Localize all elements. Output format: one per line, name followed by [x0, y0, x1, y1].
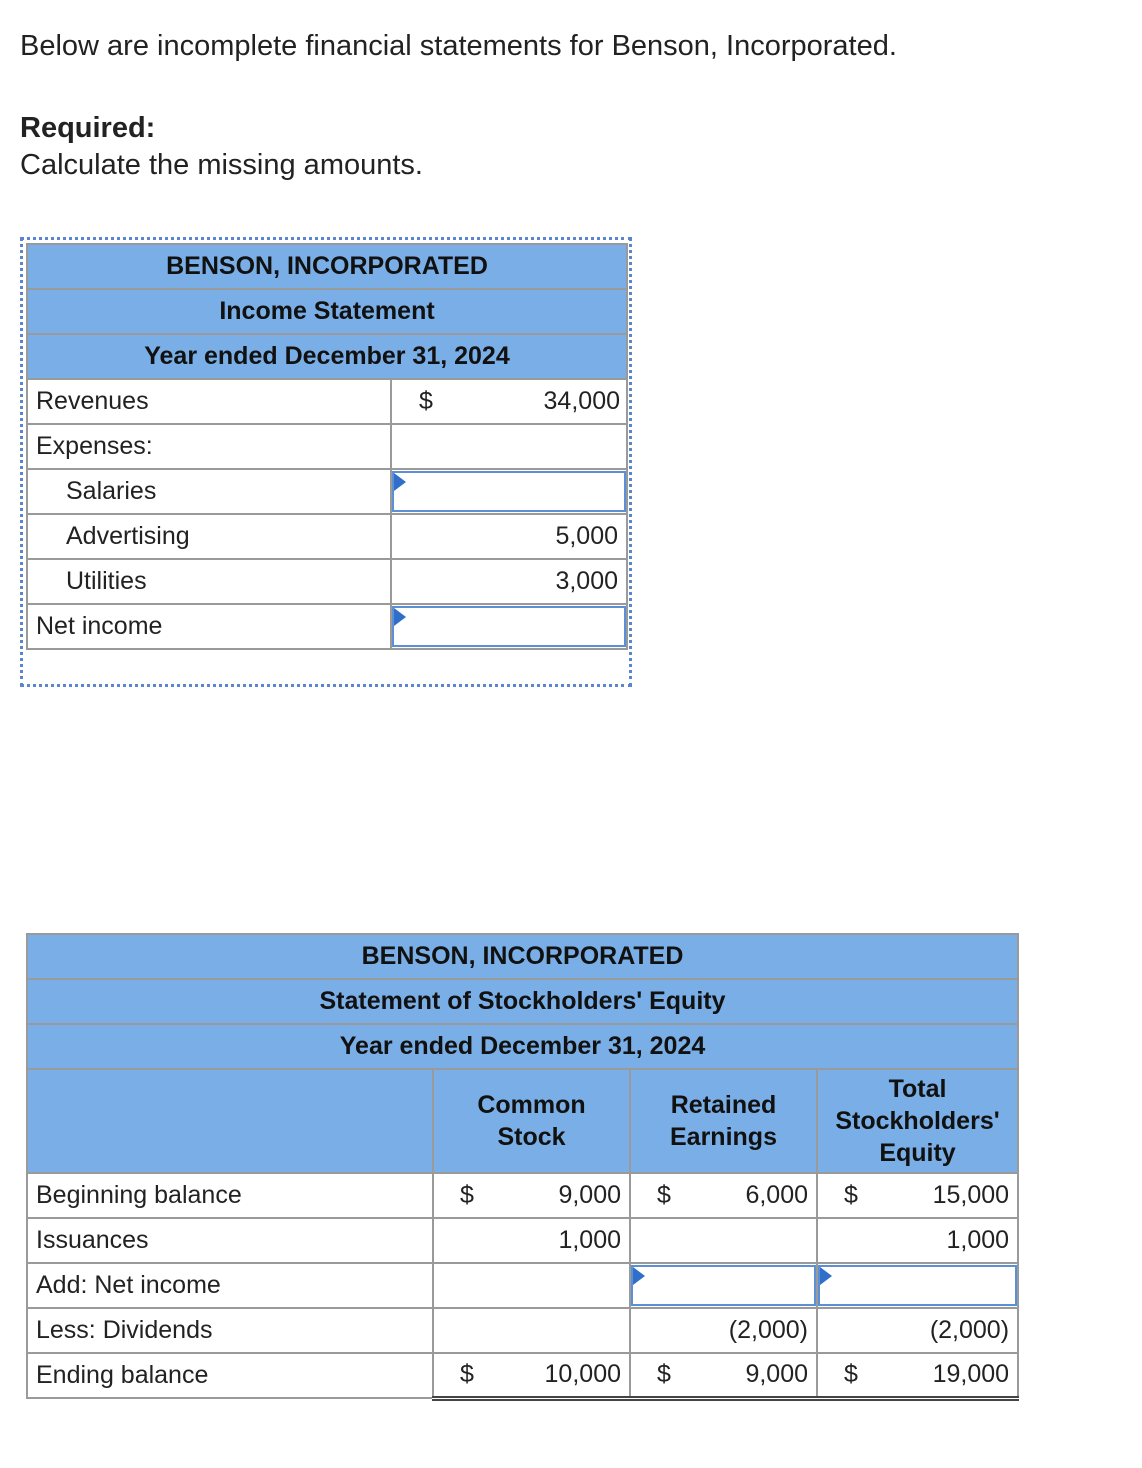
net-income-equity-row [27, 1263, 1018, 1308]
ending-retained-currency: $ [657, 1360, 671, 1389]
net-income-input[interactable] [394, 608, 624, 645]
beginning-common-currency: $ [460, 1181, 474, 1209]
revenues-value: 34,000 [543, 387, 620, 415]
ending-retained-cell [630, 1353, 817, 1398]
ending-total-currency: $ [844, 1360, 858, 1389]
issuances-total-value: 1,000 [817, 1218, 1018, 1263]
intro-text: Below are incomplete financial statements for Benson, Incorporated. [20, 30, 897, 62]
issuances-label: Issuances [27, 1218, 433, 1263]
revenues-currency: $ [419, 387, 433, 415]
beginning-retained-value: 6,000 [745, 1181, 808, 1209]
ending-retained-value: 9,000 [745, 1360, 808, 1389]
dividends-label: Less: Dividends [27, 1308, 433, 1353]
equity-statement-table [26, 933, 1019, 1401]
ending-balance-row [27, 1353, 1018, 1398]
add-net-income-label: Add: Net income [27, 1263, 433, 1308]
beginning-total-value: 15,000 [932, 1181, 1010, 1209]
revenues-row [27, 379, 627, 424]
utilities-value: 3,000 [391, 559, 627, 604]
advertising-row [27, 514, 627, 559]
equity-company-name: BENSON, INCORPORATED [27, 934, 1018, 979]
net-income-retained-cell [630, 1263, 817, 1308]
income-company-name: BENSON, INCORPORATED [27, 244, 627, 289]
net-income-value-cell [391, 604, 627, 649]
income-statement-title: Income Statement [27, 289, 627, 334]
net-income-total-input[interactable] [820, 1267, 1015, 1304]
beginning-retained-currency: $ [657, 1181, 671, 1209]
equity-statement-period: Year ended December 31, 2024 [27, 1024, 1018, 1069]
expenses-label: Expenses: [27, 424, 391, 469]
salaries-input[interactable] [394, 473, 624, 510]
beginning-total-currency: $ [844, 1181, 858, 1209]
utilities-row [27, 559, 627, 604]
advertising-label: Advertising [27, 514, 391, 559]
total-equity-header [817, 1069, 1018, 1173]
equity-blank-header [27, 1069, 433, 1173]
utilities-label: Utilities [27, 559, 391, 604]
net-income-common-value [433, 1263, 630, 1308]
issuances-retained-value [630, 1218, 817, 1263]
beginning-total-cell [817, 1173, 1018, 1218]
retained-earnings-header [630, 1069, 817, 1173]
common-stock-header-line2: Stock [497, 1123, 566, 1151]
input-flag-icon [820, 1267, 832, 1285]
salaries-input-box [392, 471, 626, 512]
expenses-row [27, 424, 627, 469]
salaries-label: Salaries [27, 469, 391, 514]
net-income-total-input-box [818, 1265, 1017, 1306]
ending-common-currency: $ [460, 1360, 474, 1389]
issuances-row [27, 1218, 1018, 1263]
required-label: Required: [20, 112, 156, 144]
total-equity-header-line3: Equity [879, 1139, 956, 1167]
ending-total-value: 19,000 [932, 1360, 1010, 1389]
common-stock-header [433, 1069, 630, 1173]
ending-balance-label: Ending balance [27, 1353, 433, 1398]
dividends-common-value [433, 1308, 630, 1353]
equity-statement-title: Statement of Stockholders' Equity [27, 979, 1018, 1024]
total-equity-header-line2: Stockholders' [835, 1107, 1000, 1135]
net-income-input-box [392, 606, 626, 647]
issuances-common-value: 1,000 [433, 1218, 630, 1263]
revenues-value-cell [391, 379, 627, 424]
ending-common-value: 10,000 [544, 1360, 621, 1389]
ending-total-cell [817, 1353, 1018, 1398]
net-income-retained-input[interactable] [633, 1267, 814, 1304]
ending-common-cell [433, 1353, 630, 1398]
total-equity-header-line1: Total [888, 1075, 947, 1103]
input-flag-icon [394, 608, 406, 626]
retained-earnings-header-line2: Earnings [670, 1123, 777, 1151]
expenses-value-cell [391, 424, 627, 469]
equity-column-header-row [27, 1069, 1018, 1173]
beginning-common-cell [433, 1173, 630, 1218]
income-statement-period: Year ended December 31, 2024 [27, 334, 627, 379]
input-flag-icon [394, 473, 406, 491]
beginning-balance-row [27, 1173, 1018, 1218]
net-income-retained-input-box [631, 1265, 816, 1306]
net-income-total-cell [817, 1263, 1018, 1308]
beginning-retained-cell [630, 1173, 817, 1218]
beginning-balance-label: Beginning balance [27, 1173, 433, 1218]
input-flag-icon [633, 1267, 645, 1285]
advertising-value: 5,000 [391, 514, 627, 559]
dividends-total-value: (2,000) [817, 1308, 1018, 1353]
salaries-row [27, 469, 627, 514]
dividends-row [27, 1308, 1018, 1353]
income-statement-table [26, 243, 628, 650]
required-text: Calculate the missing amounts. [20, 149, 423, 181]
net-income-row [27, 604, 627, 649]
salaries-value-cell [391, 469, 627, 514]
beginning-common-value: 9,000 [558, 1181, 621, 1209]
dividends-retained-value: (2,000) [630, 1308, 817, 1353]
common-stock-header-line1: Common [477, 1091, 586, 1119]
retained-earnings-header-line1: Retained [670, 1091, 777, 1119]
revenues-label: Revenues [27, 379, 391, 424]
net-income-label: Net income [27, 604, 391, 649]
